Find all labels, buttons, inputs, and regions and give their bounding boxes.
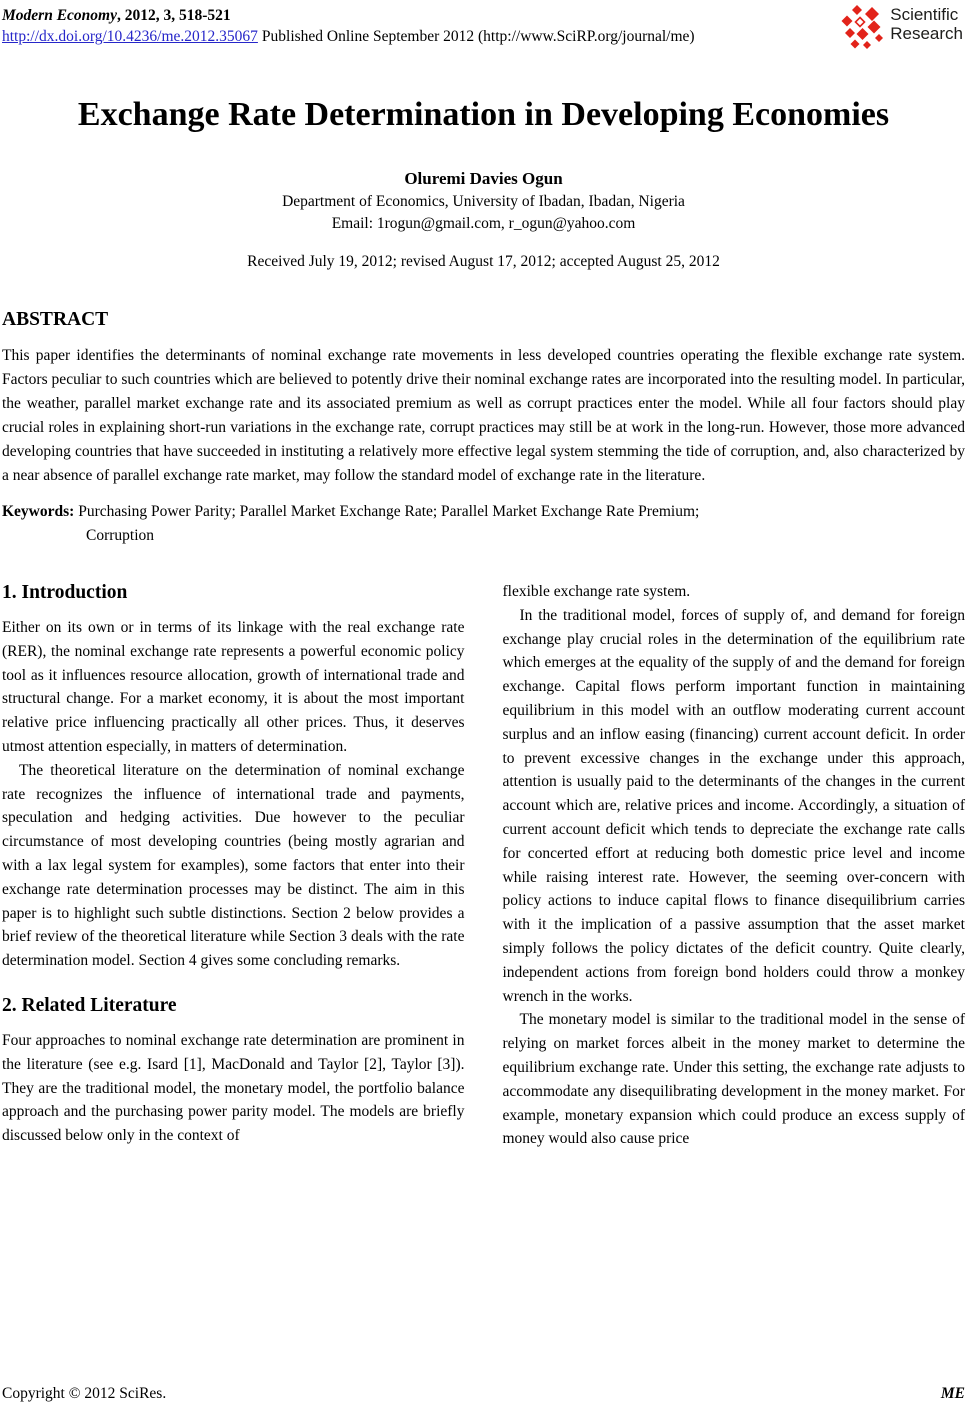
author-affiliation: Department of Economics, University of Ibadan, Ibadan, Nigeria [282,193,685,210]
author-email: Email: 1rogun@gmail.com, r_ogun@yahoo.com [331,215,636,232]
keywords-label: Keywords: [2,503,75,520]
paper-title: Exchange Rate Determination in Developing Economies [77,96,890,133]
section-heading-introduction: 1. Introduction [2,582,128,603]
header-citation-block [2,5,695,47]
scirp-diamonds-icon [841,5,885,49]
published-line [2,26,695,47]
column-right [503,580,966,1151]
keywords-line2: Corruption [86,527,155,544]
journal-issue-info: , 2012, 3, 518-521 [116,7,231,24]
logo-text-line1: Scientific [890,5,959,24]
keywords-line1: Purchasing Power Parity; Parallel Market Exchange Rate; Parallel Market Exchange Rate Premium; [78,503,700,520]
related-literature-paragraph: Four approaches to nominal exchange rate determination are prominent in the literature (see e.g. Isard [1], MacDonald and Taylor [2], Taylor [3]). They are the traditional model, the monetary model, the portfolio balance approach and the purchasing power parity model. The models are briefly discussed below only in the context of [2,1031,465,1145]
copyright-text: Copyright © 2012 SciRes. [2,1385,167,1402]
journal-code: ME [940,1385,965,1402]
logo-text-line2: Research [890,24,963,43]
monetary-model-paragraph: The monetary model is similar to the traditional model in the sense of relying on market forces albeit in the money market to determine the equilibrium exchange rate. Under this setting, the exchange rate adjusts to accommodate any disequilibrating development in the money market. For example, monetary expansion which could produce an excess supply of money would also cause price [502,1011,965,1148]
section-heading-related-literature: 2. Related Literature [2,994,177,1016]
intro-paragraph-1: Either on its own or in terms of its linkage with the real exchange rate (RER), the nominal exchange rate represents a powerful economic policy tool as it influences resource allocation, growth of international trade and structural change. For a market economy, it is about the most important relative price influencing practically all other prices. Thus, it deserves utmost attention especially, in matters of determination. [2,619,465,755]
abstract-heading: ABSTRACT [2,309,109,330]
logo-text [890,5,963,43]
doi-link[interactable]: http://dx.doi.org/10.4236/me.2012.35067 [2,28,258,45]
traditional-model-paragraph: In the traditional model, forces of supply of, and demand for foreign exchange play crucial roles in the determination of the equilibrium rate which emerges at the equality of the supply of and the demand for foreign exchange. Capital flows perform important function in maintaining equilibrium in this model with an outflow moderating current account surplus and an inflow easing (financing) current account deficit. In order to prevent excessive changes in the exchange under this approach, attention is usually paid to the determinants of the changes in the current account which are, relative prices and income. Accordingly, a situation of current account deficit which tends to depreciate the exchange rate calls for concerted effort at reducing both domestic price level and income while raising interest rate. However, the seeming over-concern with policy actions to induce capital flows to finance disequilibrium carries with it the implication of a passive assumption that the asset market simply follows the policy dictates of the deficit country. Quite clearly, independent actions from foreign bond holders could throw a monkey wrench in the works. [502,606,965,1005]
body-columns [2,580,965,1151]
scientific-research-logo [841,5,965,49]
journal-name: Modern Economy [2,7,117,24]
abstract-text: This paper identifies the determinants of nominal exchange rate movements in less developed countries operating the flexible exchange rate system. Factors peculiar to such countries which are believed to potently drive their nominal exchange rates are incorporated into the resulting model. In particular, the weather, parallel market exchange rate and its associated premium as well as corrupt practices enter the model. While all four factors should play crucial roles in explaining short-run variations in the exchange rate, corrupt practices may still be at work in the long-run. However, those more advanced developing countries that have succeeded in instituting a relatively more effective legal system stemming the tide of corruption, and, also characterized by a near absence of parallel exchange rate market, may follow the standard model of exchange rate in the literature. [2,347,965,484]
intro-paragraph-2: The theoretical literature on the determination of nominal exchange rate recognizes the influence of international trade and payments, speculation and hedging activities. Due however to the peculiar circumstance of most developing countries (being mostly agrarian and with a lax legal system for examples), some factors that enter into their exchange rate determination processes may be distinct. The aim in this paper is to highlight such subtle distinctions. Section 2 below provides a brief review of the theoretical literature while Section 3 deals with the rate determination model. Section 4 gives some concluding remarks. [2,761,465,970]
column-left [2,580,465,1151]
keywords [2,500,965,548]
published-info: Published Online September 2012 (http://www.SciRP.org/journal/me) [261,28,695,45]
byline [2,167,965,235]
journal-line [2,5,695,26]
author-name: Oluremi Davies Ogun [404,169,563,188]
received-line: Received July 19, 2012; revised August 17, 2012; accepted August 25, 2012 [247,253,720,270]
footer [2,1385,965,1403]
header [2,5,965,49]
right-column-continuation: flexible exchange rate system. [502,583,691,600]
